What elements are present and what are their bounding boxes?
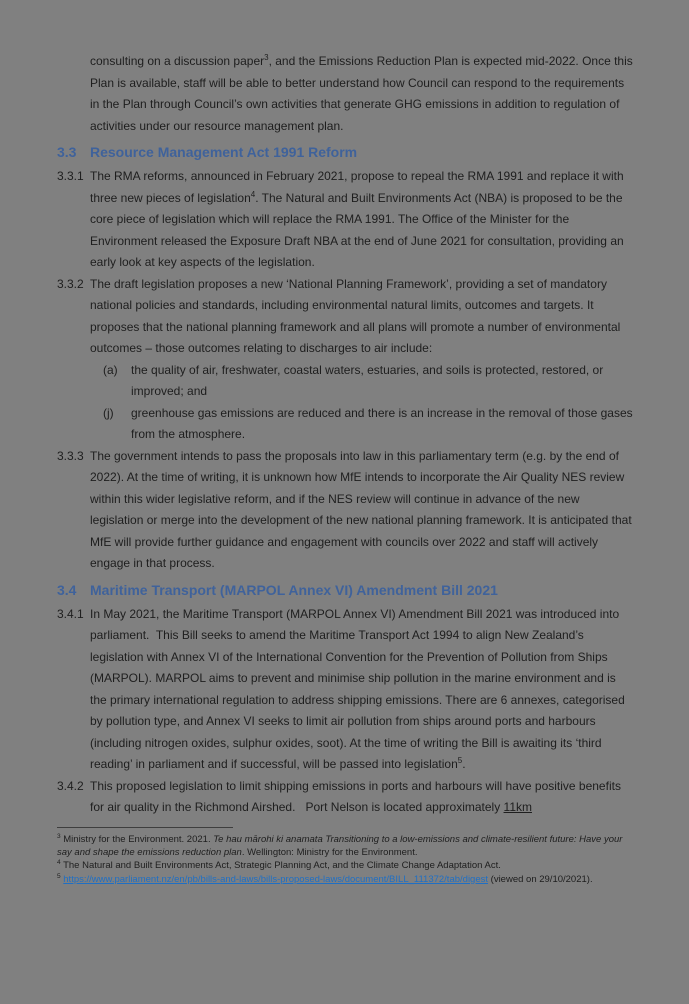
section-number: 3.4 — [57, 581, 77, 598]
section-number: 3.3 — [57, 144, 77, 160]
footnote-3 — [57, 833, 634, 860]
document-content — [57, 51, 634, 819]
paragraph-intro — [57, 51, 634, 137]
footnote-4 — [57, 859, 634, 872]
footnote-list — [57, 833, 634, 887]
footnotes-section — [57, 827, 634, 887]
text-run: 11km — [503, 800, 532, 814]
text-run: the quality of air, freshwater, coastal waters, estuaries, and soils is protected, restored, or improved; and — [131, 362, 604, 398]
clause-3-3-3 — [57, 446, 634, 575]
text-run: The Natural and Built Environments Act, Strategic Planning Act, and the Climate Change Adaptation Act. — [63, 860, 501, 872]
section-heading-3-3 — [57, 142, 634, 163]
text-run: 4 — [250, 189, 256, 199]
text-run: 3 — [264, 53, 269, 62]
clause-3-3-1 — [57, 166, 634, 274]
clause-3-3-2 — [57, 274, 634, 360]
text-run: The government intends to pass the proposals into law in this parliamentary term (e.g. by the end of 2022). At the time of writing, it is unknown how MfE intends to incorporate the Air Quality NES review within this wider legislative reform, and if the NES review will continue in advance of the new legislation or merge into the development of the new national planning framework. It is anticipated that MfE will provide further guidance and engagement with councils over 2022 and staff will actively engage in that process. — [90, 448, 632, 570]
clause-number: 3.3.2 — [57, 276, 84, 291]
list-marker: (j) — [103, 405, 114, 420]
clause-number: 3.4.1 — [57, 606, 84, 621]
parliament-bill-digest-link[interactable]: https://www.parliament.nz/en/pb/bills-and-laws/bills-proposed-laws/document/BILL_111372/tab/digest — [63, 873, 489, 885]
text-run: . Wellington: Ministry for the Environment. — [241, 846, 418, 858]
footnote-marker: 5 — [57, 872, 61, 880]
text-run: consulting on a discussion paper — [90, 54, 265, 68]
clause-number: 3.3.3 — [57, 448, 84, 463]
clause-3-4-2 — [57, 776, 634, 819]
text-run: , and the Emissions Reduction Plan is expected mid-2022. Once this Plan is available, staff will be able to better understand how Council can respond to the requirements in the Plan through Council’s own activities that generate GHG emissions in addition to regulation of activities under our resource management plan. — [90, 54, 633, 133]
section-title: Maritime Transport (MARPOL Annex VI) Amendment Bill 2021 — [90, 581, 498, 598]
text-run: . The Natural and Built Environments Act (NBA) is proposed to be the core piece of legislation which will replace the RMA 1991. The Office of the Minister for the Environment released the Exposure Draft NBA at the end of June 2021 for consultation, providing an early look at key aspects of the legislation. — [90, 190, 624, 269]
section-title: Resource Management Act 1991 Reform — [90, 144, 358, 160]
list-marker: (a) — [103, 362, 118, 377]
text-run: The RMA reforms, announced in February 2021, propose to repeal the RMA 1991 and replace it with three new pieces of legislation — [90, 169, 624, 205]
footnote-separator — [57, 827, 233, 828]
text-run: Ministry for the Environment. 2021. — [63, 833, 214, 845]
footnote-marker: 3 — [57, 832, 61, 840]
clause-number: 3.4.2 — [57, 778, 84, 793]
text-run: In May 2021, the Maritime Transport (MARPOL Annex VI) Amendment Bill 2021 was introduced into parliament. This Bill seeks to amend the Maritime Transport Act 1994 to align New Zealand’s legislation with Annex VI of the International Convention for the Prevention of Pollution from Ships (MARPOL). MARPOL aims to prevent and minimise ship pollution in the marine environment and is the primary international regulation to address shipping emissions. There are 6 annexes, categorised by pollution type, and Annex VI seeks to limit air pollution from ships around ports and harbours (including nitrogen oxides, sulphur oxides, soot). At the time of writing the Bill is awaiting its ‘third reading’ in parliament and if successful, will be passed into legislation — [90, 606, 625, 771]
footnote-5 — [57, 873, 634, 886]
list-item-j — [57, 403, 634, 446]
text-run: 5 — [457, 756, 463, 765]
clause-number: 3.3.1 — [57, 169, 84, 183]
text-run: . — [462, 757, 466, 771]
text-run: This proposed legislation to limit shipping emissions in ports and harbours will have positive benefits for air quality in the Richmond Airshed. Port Nelson is located approximately — [90, 778, 621, 814]
text-run: Te hau mārohi ki anamata Transitioning to a low-emissions and climate-resilient future: Have your say and shape the emissions reduction plan — [57, 833, 623, 858]
footnote-marker: 4 — [57, 859, 61, 867]
section-heading-3-4 — [57, 580, 634, 601]
clause-3-4-1 — [57, 604, 634, 776]
text-run: The draft legislation proposes a new ‘National Planning Framework’, providing a set of mandatory national policies and standards, including environmental natural limits, outcomes and targets. It proposes that the national planning framework and all plans will promote a number of environmental outcomes – those outcomes relating to discharges to air include: — [90, 276, 621, 355]
list-item-a — [57, 360, 634, 403]
text-run: greenhouse gas emissions are reduced and there is an increase in the removal of those gases from the atmosphere. — [131, 405, 633, 441]
text-run: (viewed on 29/10/2021). — [488, 873, 593, 885]
